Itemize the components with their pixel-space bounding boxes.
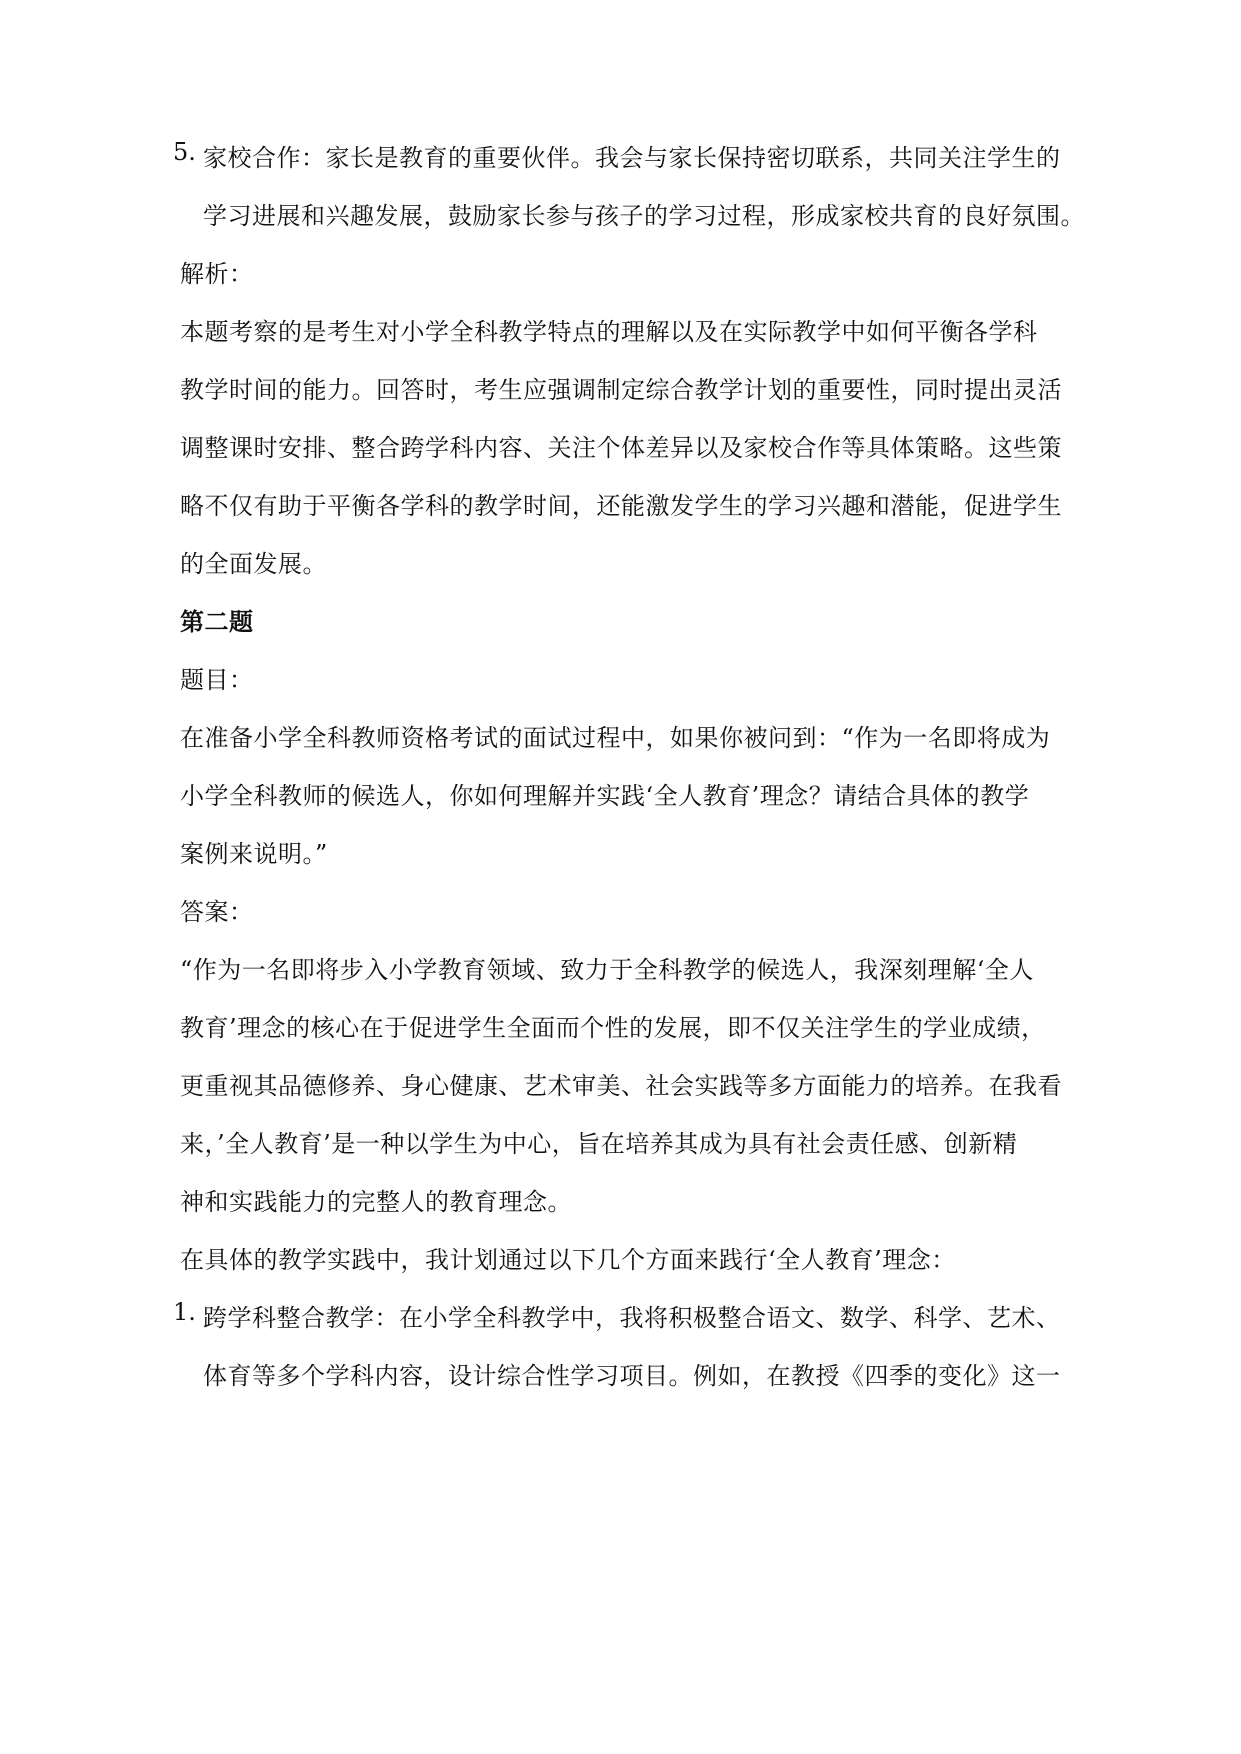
answer-line-6: 在具体的教学实践中，我计划通过以下几个方面来践行‘全人教育’理念： bbox=[180, 1246, 956, 1274]
analysis-line-3: 调整课时安排、整合跨学科内容、关注个体差异以及家校合作等具体策略。这些策 bbox=[180, 434, 1062, 462]
answer-line-2: 教育’理念的核心在于促进学生全面而个性的发展，即不仅关注学生的学业成绩， bbox=[180, 1014, 1046, 1042]
answer-line-3: 更重视其品德修养、身心健康、艺术审美、社会实践等多方面能力的培养。在我看 bbox=[180, 1072, 1062, 1100]
question-line-2: 小学全科教师的候选人，你如何理解并实践‘全人教育’理念？请结合具体的教学 bbox=[180, 782, 1030, 810]
analysis-label: 解析： bbox=[180, 260, 254, 288]
item1-line-1: 跨学科整合教学：在小学全科教学中，我将积极整合语文、数学、科学、艺术、 bbox=[203, 1304, 1061, 1332]
answer-line-5: 神和实践能力的完整人的教育理念。 bbox=[180, 1188, 572, 1216]
question-line-1: 在准备小学全科教师资格考试的面试过程中，如果你被问到：“作为一名即将成为 bbox=[180, 724, 1051, 752]
section-heading: 第二题 bbox=[180, 607, 254, 636]
question-label: 题目： bbox=[180, 666, 254, 694]
answer-line-1: “作为一名即将步入小学教育领域、致力于全科教学的候选人，我深刻理解‘全人 bbox=[180, 956, 1034, 984]
list-number-1: 1. bbox=[173, 1298, 196, 1326]
item1-line-2: 体育等多个学科内容，设计综合性学习项目。例如，在教授《四季的变化》这一 bbox=[203, 1362, 1061, 1390]
answer-line-4: 来，’全人教育’是一种以学生为中心，旨在培养其成为具有社会责任感、创新精 bbox=[180, 1130, 1018, 1158]
item5-line-1: 家校合作：家长是教育的重要伙伴。我会与家长保持密切联系，共同关注学生的 bbox=[203, 144, 1061, 172]
analysis-line-5: 的全面发展。 bbox=[180, 550, 327, 578]
analysis-line-4: 略不仅有助于平衡各学科的教学时间，还能激发学生的学习兴趣和潜能，促进学生 bbox=[180, 492, 1062, 520]
analysis-line-1: 本题考察的是考生对小学全科教学特点的理解以及在实际教学中如何平衡各学科 bbox=[180, 318, 1038, 346]
analysis-line-2: 教学时间的能力。回答时，考生应强调制定综合教学计划的重要性，同时提出灵活 bbox=[180, 376, 1062, 404]
answer-label: 答案： bbox=[180, 898, 254, 926]
question-line-3: 案例来说明。” bbox=[180, 840, 328, 868]
item5-line-2: 学习进展和兴趣发展，鼓励家长参与孩子的学习过程，形成家校共育的良好氛围。 bbox=[203, 202, 1085, 230]
list-number-5: 5. bbox=[173, 138, 196, 166]
